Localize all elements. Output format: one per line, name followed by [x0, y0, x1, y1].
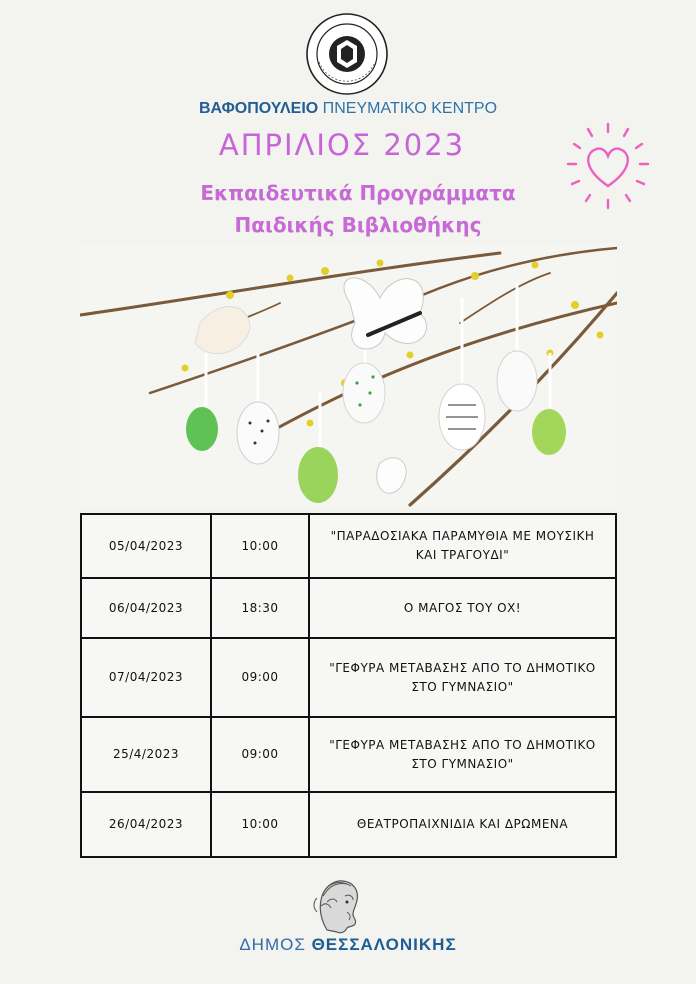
month-title: ΑΠΡΙΛΙΟΣ 2023	[218, 128, 466, 162]
date-cell: 05/04/2023	[81, 514, 211, 578]
date-cell: 06/04/2023	[81, 578, 211, 638]
title-cell: "ΠΑΡΑΔΟΣΙΑΚΑ ΠΑΡΑΜΥΘΙΑ ΜΕ ΜΟΥΣΙΚΗ ΚΑΙ ΤΡΑΓΟΥΔΙ"	[309, 514, 616, 578]
easter-eggs-branch-photo	[80, 243, 617, 508]
table-row	[81, 514, 616, 578]
subtitle-line-2: Παιδικής Βιβλιοθήκης	[234, 213, 482, 237]
table-row	[81, 638, 616, 717]
vafopouleio-seal-icon	[305, 12, 389, 96]
date-cell: 07/04/2023	[81, 638, 211, 717]
alexander-head-icon	[307, 872, 365, 936]
organization-name-bold: ΒΑΦΟΠΟΥΛΕΙΟ	[198, 100, 319, 117]
time-cell: 09:00	[211, 638, 309, 717]
title-cell: "ΓΕΦΥΡΑ ΜΕΤΑΒΑΣΗΣ ΑΠΟ ΤΟ ΔΗΜΟΤΙΚΟ ΣΤΟ ΓΥΜΝΑΣΙΟ"	[309, 717, 616, 792]
time-cell: 10:00	[211, 792, 309, 857]
table-row	[81, 578, 616, 638]
title-cell: "ΓΕΦΥΡΑ ΜΕΤΑΒΑΣΗΣ ΑΠΟ ΤΟ ΔΗΜΟΤΙΚΟ ΣΤΟ ΓΥΜΝΑΣΙΟ"	[309, 638, 616, 717]
table-row	[81, 717, 616, 792]
municipality-name-bold: ΘΕΣΣΑΛΟΝΙΚΗΣ	[311, 935, 457, 954]
table-row	[81, 792, 616, 857]
title-cell: ΘΕΑΤΡΟΠΑΙΧΝΙΔΙΑ ΚΑΙ ΔΡΩΜΕΝΑ	[309, 792, 616, 857]
subtitle-line-1: Εκπαιδευτικά Προγράμματα	[200, 181, 516, 205]
time-cell: 09:00	[211, 717, 309, 792]
title-cell: Ο ΜΑΓΟΣ ΤΟΥ ΟΧ!	[309, 578, 616, 638]
municipality-name-light: ΔΗΜΟΣ	[239, 935, 312, 954]
organization-name-rest: ΠΝΕΥΜΑΤΙΚΟ ΚΕΝΤΡΟ	[318, 100, 498, 117]
time-cell: 18:30	[211, 578, 309, 638]
date-cell: 26/04/2023	[81, 792, 211, 857]
date-cell: 25/4/2023	[81, 717, 211, 792]
municipality-name	[0, 935, 696, 955]
time-cell: 10:00	[211, 514, 309, 578]
schedule-table	[80, 513, 617, 858]
